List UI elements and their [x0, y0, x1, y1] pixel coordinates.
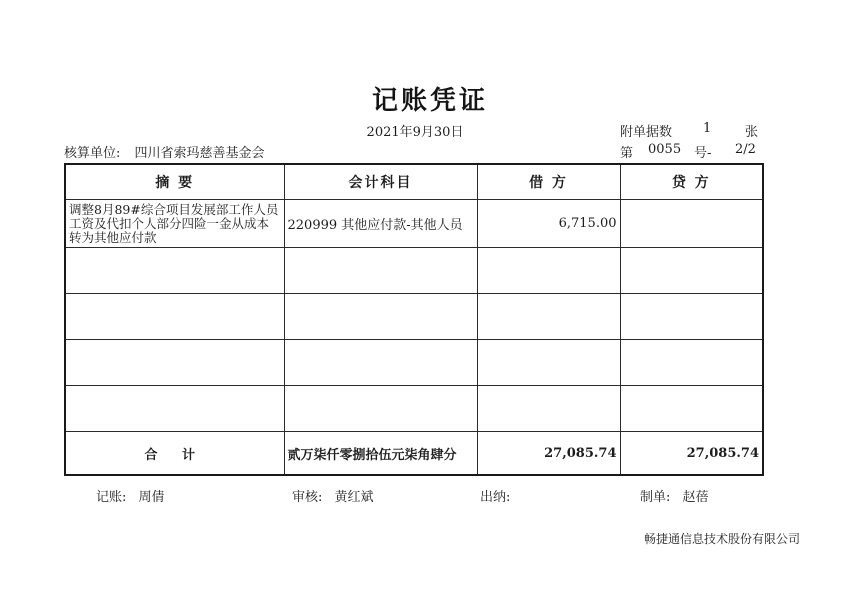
company-name: 畅捷通信息技术股份有限公司	[643, 532, 800, 546]
table-header-row	[65, 164, 763, 200]
bookkeeper-name: 周倩	[138, 490, 165, 505]
account-cell	[284, 340, 477, 386]
voucher-number: 0055	[648, 142, 682, 157]
debit-cell	[477, 248, 620, 294]
number-suffix: 号-	[694, 146, 712, 161]
voucher-title: 记账凭证	[371, 86, 488, 116]
total-debit: 27,085.74	[477, 432, 620, 476]
total-amount-words: 贰万柒仟零捌拾伍元柒角肆分	[284, 432, 477, 476]
account-cell: 220999 其他应付款-其他人员	[284, 200, 477, 248]
attachment-count: 1	[703, 121, 712, 136]
debit-cell	[477, 386, 620, 432]
cashier-label: 出纳:	[480, 490, 511, 505]
reviewer	[292, 486, 374, 505]
preparer-label: 制单:	[640, 490, 671, 505]
credit-cell	[620, 340, 763, 386]
credit-cell	[620, 386, 763, 432]
column-header-debit: 借 方	[477, 164, 620, 200]
unit-name: 四川省索玛慈善基金会	[134, 146, 265, 161]
debit-cell: 6,715.00	[477, 200, 620, 248]
credit-cell	[620, 294, 763, 340]
attachment-unit: 张	[745, 125, 759, 140]
total-row	[65, 432, 763, 476]
summary-cell	[65, 340, 284, 386]
account-cell	[284, 248, 477, 294]
credit-cell	[620, 200, 763, 248]
table-row	[65, 340, 763, 386]
cashier	[480, 486, 518, 505]
debit-cell	[477, 294, 620, 340]
table-row	[65, 294, 763, 340]
accounting-unit	[64, 142, 265, 161]
reviewer-label: 审核:	[292, 490, 323, 505]
summary-cell: 调整8月89#综合项目发展部工作人员工资及代扣个人部分四险一金从成本转为其他应付款	[65, 200, 284, 248]
bookkeeper-label: 记账:	[96, 490, 127, 505]
debit-cell	[477, 340, 620, 386]
summary-cell	[65, 294, 284, 340]
bookkeeper	[96, 486, 165, 505]
credit-cell	[620, 248, 763, 294]
page-number: 2/2	[735, 142, 756, 157]
table-row	[65, 248, 763, 294]
preparer-name: 赵蓓	[682, 490, 709, 505]
account-cell	[284, 294, 477, 340]
voucher-date: 2021年9月30日	[366, 125, 464, 140]
column-header-account: 会计科目	[284, 164, 477, 200]
reviewer-name: 黄红斌	[334, 490, 374, 505]
preparer	[640, 486, 709, 505]
number-prefix: 第	[620, 146, 634, 161]
column-header-summary: 摘 要	[65, 164, 284, 200]
attachment-label: 附单据数	[620, 125, 673, 140]
total-credit: 27,085.74	[620, 432, 763, 476]
total-label: 合 计	[65, 432, 284, 476]
voucher-table	[64, 163, 764, 476]
table-row	[65, 386, 763, 432]
table-row	[65, 200, 763, 248]
summary-cell	[65, 386, 284, 432]
unit-label: 核算单位:	[64, 146, 121, 161]
account-cell	[284, 386, 477, 432]
attachment-info	[620, 121, 672, 140]
summary-cell	[65, 248, 284, 294]
column-header-credit: 贷 方	[620, 164, 763, 200]
